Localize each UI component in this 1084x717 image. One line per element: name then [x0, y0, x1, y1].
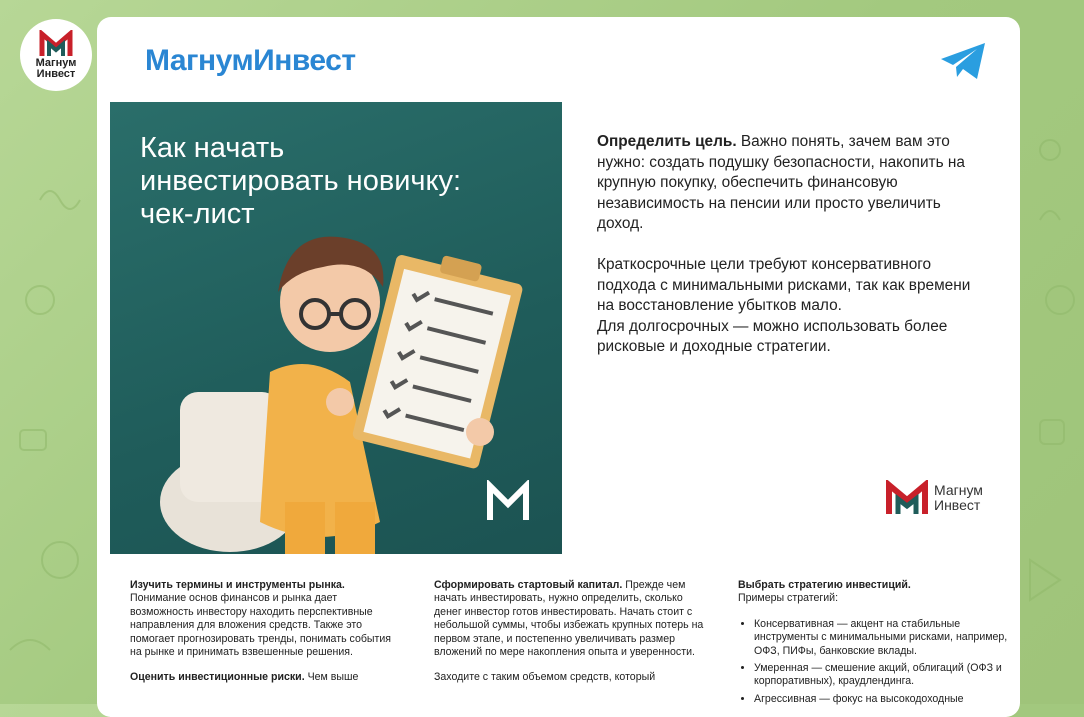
slide-logo-line2: Инвест [934, 497, 981, 513]
goal-text: Важно понять, зачем вам это нужно: создать подушку безопасности, накопить на крупную покупку, обеспечить финансовую независимость на пенсии или просто увеличить доход. [597, 133, 965, 233]
strategy-list [738, 618, 1008, 706]
column-terms [130, 579, 400, 697]
terms-text: Понимание основ финансов и рынка дает возможность инвестору находить перспективные направления для вложения средств. Также это помогает прогнозировать тренды, понимать события на рынке и принимать взвешенные решения. [130, 592, 392, 659]
risks-text: Чем выше [304, 671, 359, 684]
capital-text: Прежде чем начать инвестировать, нужно определить, сколько денег инвестор готов инвестировать. Начать стоит с небольшой суммы, чтобы избежать крупных потерь на первом этапе, и постепенно увеличивать размер вложений по мере накопления опыта и уверенности. [434, 579, 704, 659]
column-strategy [738, 579, 1008, 710]
goal-text-block [597, 132, 987, 378]
avatar-label-line2: Инвест [36, 68, 76, 80]
capital-text-2: Заходите с таким объемом средств, который [434, 671, 656, 684]
slide-logo-line1: Магнум [934, 482, 983, 498]
telegram-icon[interactable] [939, 41, 987, 81]
channel-name[interactable]: МагнумИнвест [145, 44, 356, 77]
channel-post [97, 17, 1020, 717]
slide-logo [885, 480, 983, 516]
long-term-text: Для долгосрочных — можно использовать более рисковые и доходные стратегии. [597, 317, 948, 356]
risks-heading: Оценить инвестиционные риски. [130, 671, 305, 684]
terms-heading: Изучить термины и инструменты рынка. [130, 579, 345, 591]
magnum-white-logo-icon [486, 480, 530, 524]
cover-panel [110, 102, 562, 554]
cover-title: Как начать инвестировать новичку: чек-лист [140, 132, 462, 230]
strategy-subtitle: Примеры стратегий: [738, 592, 839, 605]
channel-avatar[interactable] [20, 19, 92, 91]
short-term-text: Краткосрочные цели требуют консервативного подхода с минимальными рисками, так как времени на восстановление убытков мало. [597, 255, 971, 315]
post-image[interactable] [110, 102, 1008, 717]
magnum-logo-icon [39, 30, 73, 58]
list-item: • Умеренная — смешение акций, облигаций (ОФЗ и корпоративных), краудлендинга. [754, 662, 1008, 689]
avatar-label-line1: Магнум [35, 57, 77, 69]
list-item: • Консервативная — акцент на стабильные инструменты с минимальными рисками, например, ОФЗ, ПИФы, банковские вклады. [754, 618, 1008, 658]
column-capital [434, 579, 704, 697]
list-item: • Агрессивная — фокус на высокодоходные [754, 693, 1008, 706]
strategy-heading: Выбрать стратегию инвестиций. [738, 579, 911, 591]
magnum-logo-icon [885, 480, 929, 516]
capital-heading: Сформировать стартовый капитал. [434, 579, 623, 591]
goal-heading: Определить цель. [597, 133, 737, 150]
